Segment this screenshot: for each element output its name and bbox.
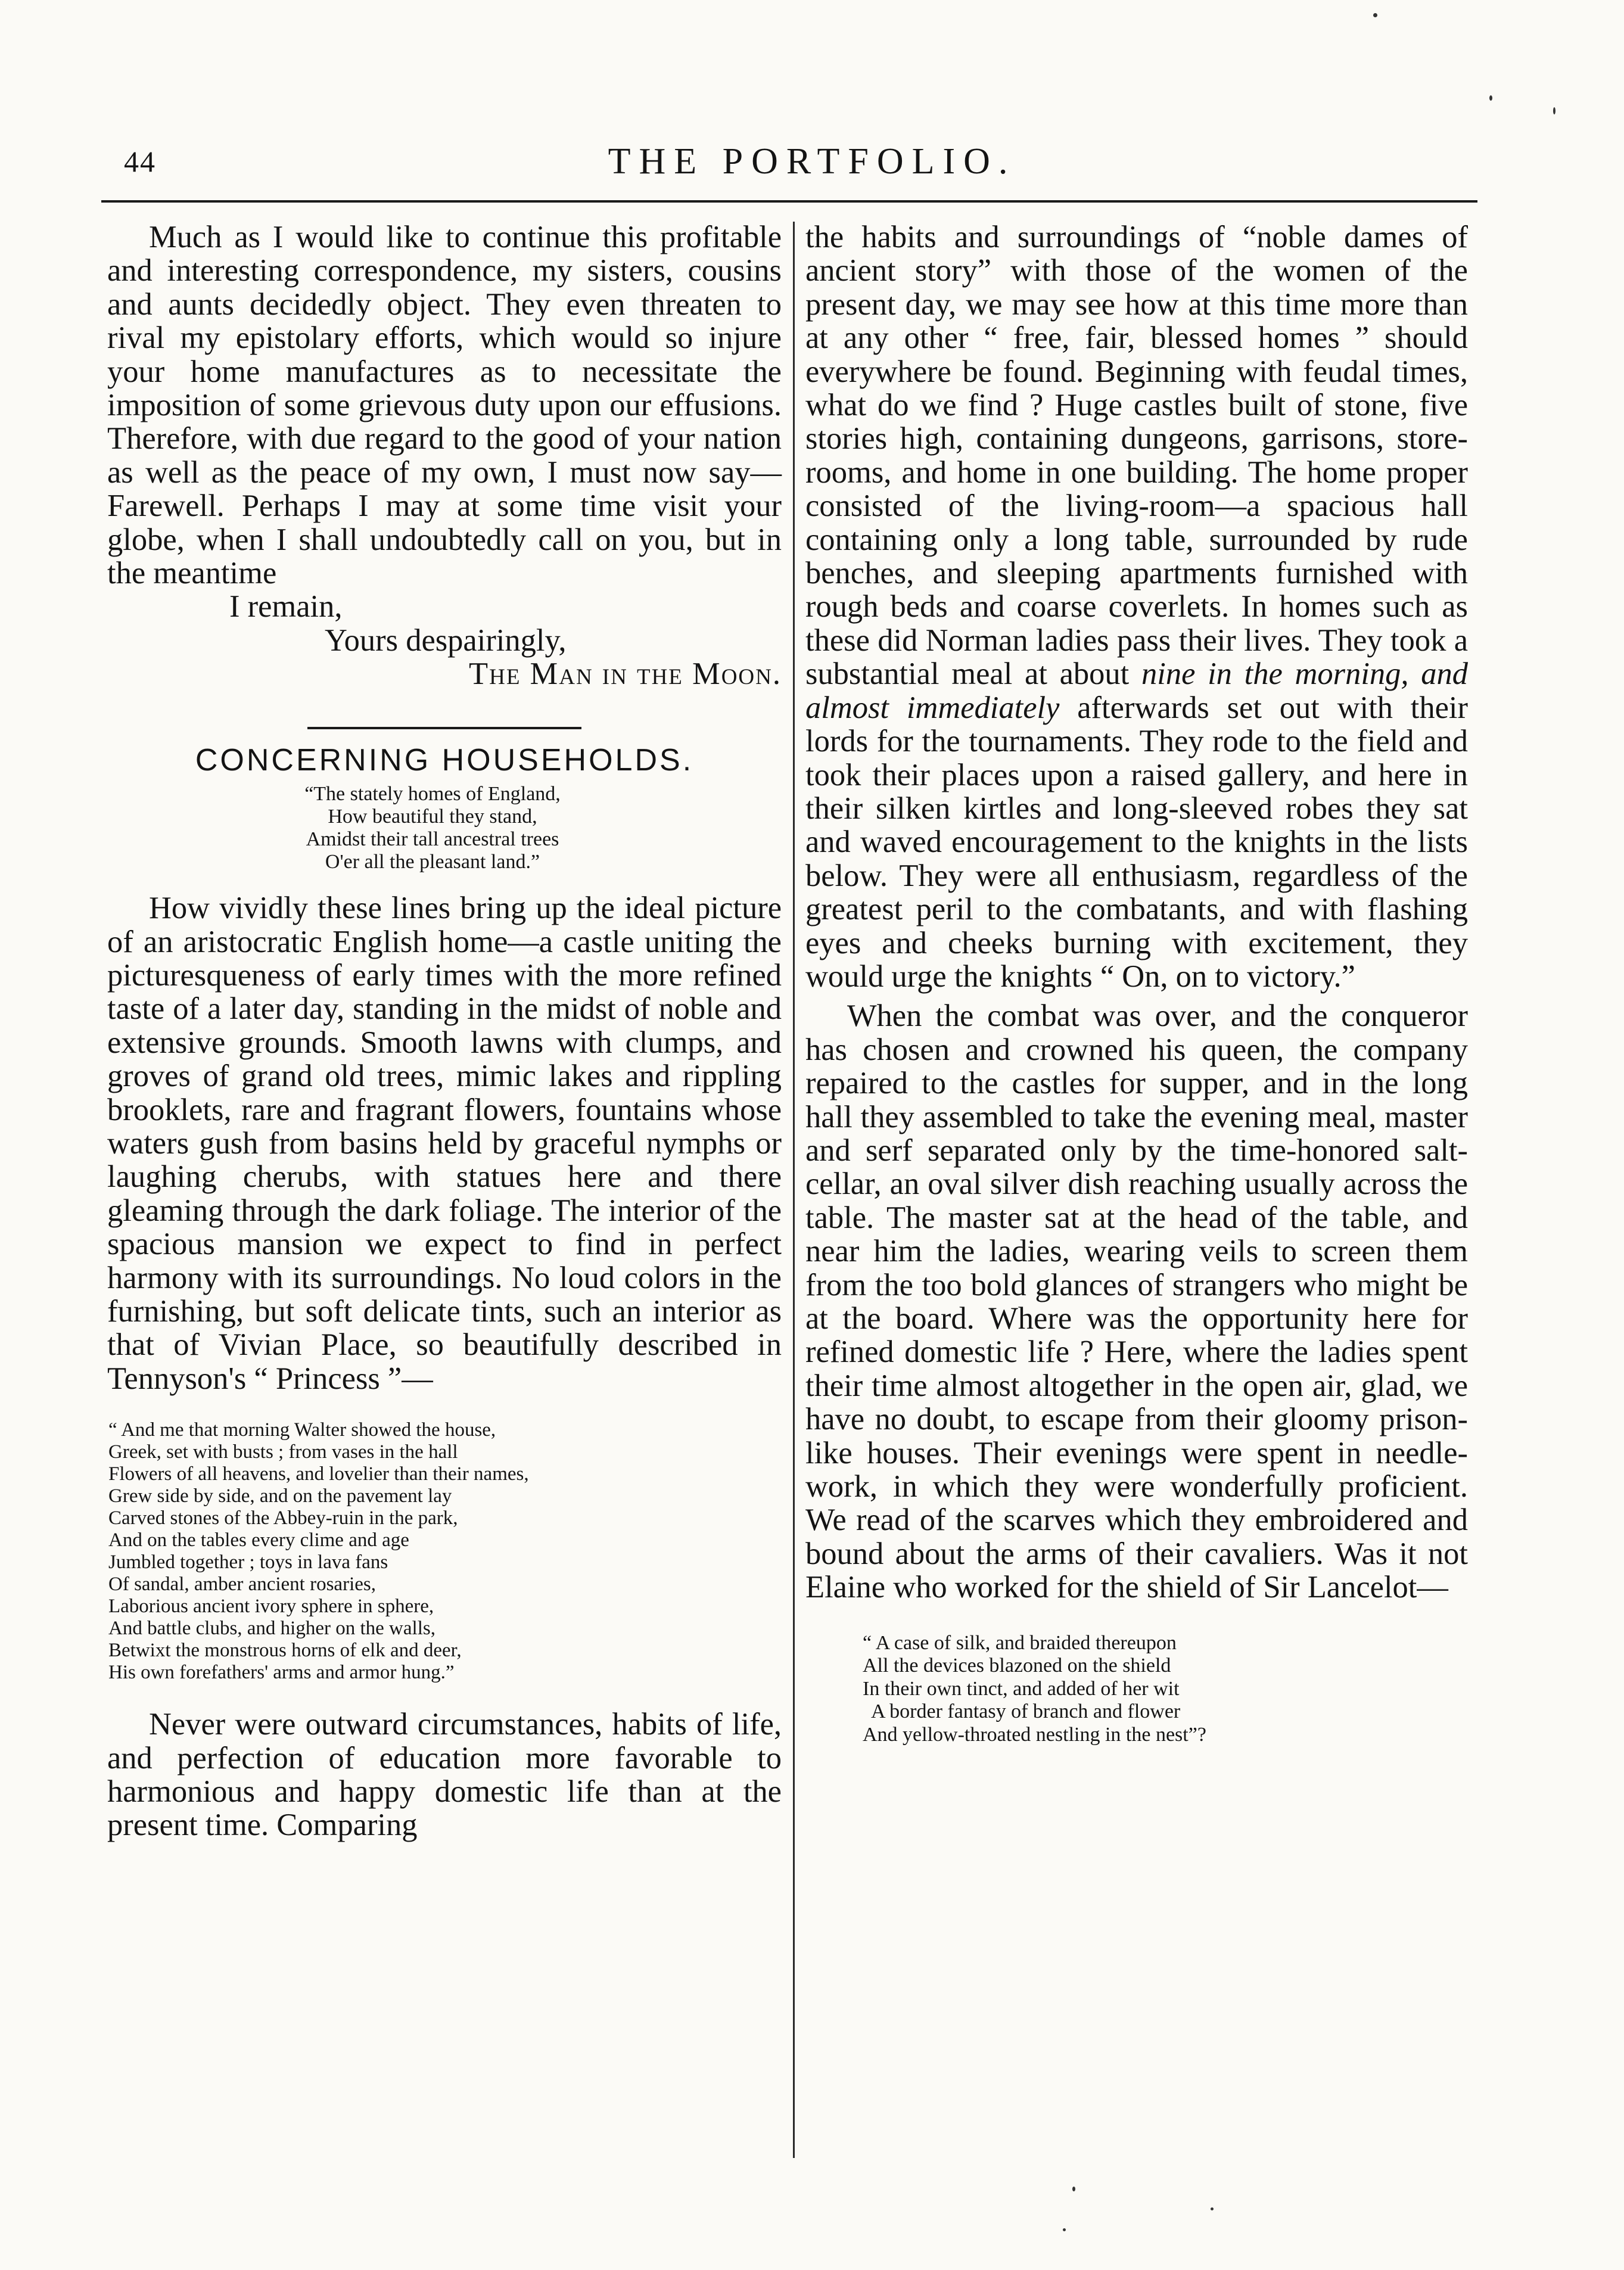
verse-line: Greek, set with busts ; from vases in the hall xyxy=(108,1441,458,1463)
ink-speck xyxy=(1211,2207,1214,2210)
paragraph-text: the habits and surroundings of “noble dames of ancient story” with those of the women of the present day, we may see how at this time more than at any other “ free, fair, blessed homes ” should everywhere be found. Beginning with feudal times, what do we find ? Huge castles built of stone, five stories high, containing dungeons, garrisons, store-rooms, and home in one building. The home proper consisted of the living-room—a spacious hall containing only a long table, surrounded by rude benches, and sleeping apartments furnished with rough beds and coarse coverlets. In homes such as these did Norman ladies pass their lives. They took a substantial meal at about xyxy=(805,220,1468,692)
epigraph-line: “The stately homes of England, xyxy=(304,783,561,806)
ink-speck xyxy=(1063,2228,1066,2231)
verse-line: Carved stones of the Abbey-ruin in the park, xyxy=(108,1507,458,1529)
epigraph-line: Amidst their tall ancestral trees xyxy=(306,828,559,851)
ink-speck xyxy=(1072,2187,1075,2191)
verse-line: A border fantasy of branch and flower xyxy=(871,1700,1181,1723)
epigraph xyxy=(107,783,782,873)
verse-line: And battle clubs, and higher on the walls, xyxy=(108,1618,435,1640)
verse-line: “ And me that morning Walter showed the house, xyxy=(108,1419,496,1441)
verse-line: And yellow-throated nestling in the nest”? xyxy=(863,1723,1206,1746)
letter-paragraph: Much as I would like to continue this profitable and interesting correspondence, my sisters, cousins and aunts decidedly object. They even threaten to rival my epistolary efforts, which would so injure your home manufactures as to necessitate the imposition of some grievous duty upon our effusions. Therefore, with due regard to the good of your nation as well as the peace of my own, I must now say—Farewell. Perhaps I may at some time visit your globe, when I shall undoubtedly call on you, but in the meantime xyxy=(107,220,782,591)
verse-line: His own forefathers' arms and armor hung.” xyxy=(108,1662,455,1684)
closing-line-2: Yours despairingly, xyxy=(325,623,567,658)
princess-quote xyxy=(107,1419,782,1684)
verse-line: Of sandal, amber ancient rosaries, xyxy=(108,1574,376,1596)
verse-line: Laborious ancient ivory sphere in sphere, xyxy=(108,1596,434,1618)
verse-line: Betwixt the monstrous horns of elk and deer, xyxy=(108,1640,462,1662)
signature: The Man in the Moon. xyxy=(469,657,782,692)
elaine-quote xyxy=(863,1632,1468,1747)
article-paragraph-1: How vividly these lines bring up the ideal picture of an aristocratic English home—a castle uniting the picturesqueness of early times with the more refined taste of a later day, standing in the midst of noble and extensive grounds. Smooth lawns with clumps, and groves of grand old trees, mimic lakes and rippling brooklets, rare and fragrant flowers, fountains whose waters gush from basins held by graceful nymphs or laughing cherubs, with statues here and there gleaming through the dark foliage. The interior of the spacious mansion we expect to find in perfect harmony with its surroundings. No loud colors in the furnishing, but soft delicate tints, such an interior as that of Vivian Place, so beautifully described in Tennyson's “ Princess ”— xyxy=(107,891,782,1396)
article-title: CONCERNING HOUSEHOLDS. xyxy=(195,742,694,778)
article-paragraph-2-continued xyxy=(805,220,1468,993)
epigraph-line: O'er all the pleasant land.” xyxy=(325,851,540,873)
paragraph-text: afterwards set out with their lords for the tournaments. They rode to the field and took their places upon a raised gallery, and here in their silken kirtles and long-sleeved robes they sat and waved encouragement to the knights in the lists below. They were all enthusiasm, regardless of the greatest peril to the combatants, and with flashing eyes and cheeks burning with excitement, they would urge the knights “ On, on to victory.” xyxy=(805,690,1469,994)
verse-line: Jumbled together ; toys in lava fans xyxy=(108,1551,388,1574)
verse-line: In their own tinct, and added of her wit xyxy=(863,1677,1180,1700)
ink-speck xyxy=(1553,107,1555,114)
page-number: 44 xyxy=(124,145,156,178)
article-paragraph-3: When the combat was over, and the conqueror has chosen and crowned his queen, the company repaired to the castles for supper, and in the long hall they assembled to take the evening meal, master and serf separated only by the time-honored salt-cellar, an oval silver dish reaching usually across the table. The master sat at the head of the table, and near him the ladies, wearing veils to screen them from the too bold glances of strangers who might be at the board. Where was the opportunity here for refined domestic life ? Here, where the ladies spent their time almost altogether in the open air, glad, we have no doubt, to escape from their gloomy prison-like houses. Their evenings were spent in needle-work, in which they were wonderfully proficient. We read of the scarves which they embroidered and bound about the arms of their cavaliers. Was it not Elaine who worked for the shield of Sir Lancelot— xyxy=(805,999,1468,1605)
italic-phrase: nine in the morning, and almost immediately xyxy=(805,657,1469,725)
header-rule xyxy=(101,200,1477,203)
verse-line: Grew side by side, and on the pavement lay xyxy=(108,1485,452,1507)
running-title: THE PORTFOLIO. xyxy=(608,141,1016,182)
verse-line: All the devices blazoned on the shield xyxy=(863,1655,1171,1677)
closing-line-1: I remain, xyxy=(229,589,343,624)
section-rule xyxy=(307,727,581,729)
letter-closing xyxy=(107,590,782,691)
left-column xyxy=(107,220,782,1842)
column-divider xyxy=(793,222,795,2158)
epigraph-line: How beautiful they stand, xyxy=(328,806,537,828)
ink-speck xyxy=(1489,95,1492,101)
ink-speck xyxy=(1373,13,1377,17)
verse-line: Flowers of all heavens, and lovelier than their names, xyxy=(108,1463,529,1485)
article-paragraph-2: Never were outward circumstances, habits of life, and perfection of education more favorable to harmonious and happy domestic life than at the present time. Comparing xyxy=(107,1707,782,1843)
right-column xyxy=(805,220,1468,1746)
verse-line: And on the tables every clime and age xyxy=(108,1529,409,1551)
verse-line: “ A case of silk, and braided thereupon xyxy=(863,1631,1177,1654)
